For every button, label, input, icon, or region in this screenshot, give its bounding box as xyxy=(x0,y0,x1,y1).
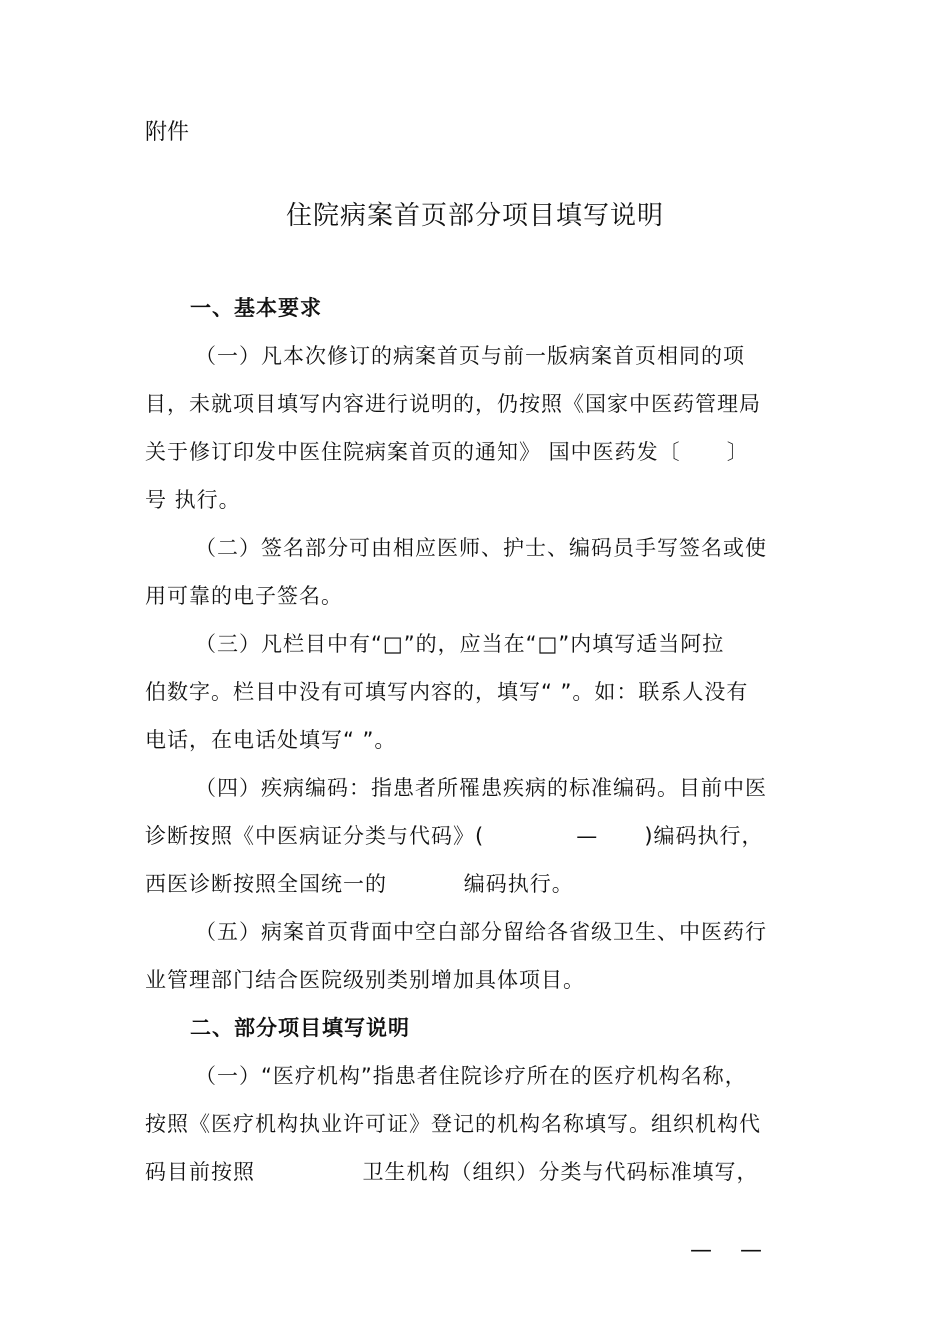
section-heading-basic-requirements: 一、基本要求 xyxy=(190,296,322,320)
paragraph-line: （一）凡本次修订的病案首页与前一版病案首页相同的项 xyxy=(195,344,745,368)
paragraph-line: 用可靠的电子签名。 xyxy=(145,584,343,608)
paragraph-line: （二）签名部分可由相应医师、护士、编码员手写签名或使 xyxy=(195,536,767,560)
paragraph-line: 按照《医疗机构执业许可证》登记的机构名称填写。组织机构代 xyxy=(145,1112,761,1136)
paragraph-line: 业管理部门结合医院级别类别增加具体项目。 xyxy=(145,968,585,992)
paragraph-line: 目，未就项目填写内容进行说明的，仍按照《国家中医药管理局 xyxy=(145,392,761,416)
attachment-label: 附件 xyxy=(145,120,190,145)
section-heading-item-instructions: 二、部分项目填写说明 xyxy=(190,1016,410,1040)
paragraph-line: （五）病案首页背面中空白部分留给各省级卫生、中医药行 xyxy=(195,920,767,944)
paragraph-line: 西医诊断按照全国统一的 编码执行。 xyxy=(145,872,574,896)
paragraph-line: 诊断按照《中医病证分类与代码》( — )编码执行， xyxy=(145,824,764,848)
page-footer: — — xyxy=(690,1238,762,1263)
paragraph-line: （四）疾病编码：指患者所罹患疾病的标准编码。目前中医 xyxy=(195,776,767,800)
document-title: 住院病案首页部分项目填写说明 xyxy=(285,201,664,231)
paragraph-line: 号 执行。 xyxy=(145,488,241,512)
paragraph-line: （一）“医疗机构”指患者住院诊疗所在的医疗机构名称， xyxy=(195,1064,747,1088)
paragraph-line: 关于修订印发中医住院病案首页的通知》 国中医药发〔 〕 xyxy=(145,440,749,464)
paragraph-line: 码目前按照 卫生机构（组织）分类与代码标准填写， xyxy=(145,1160,759,1184)
paragraph-line: （三）凡栏目中有“□”的，应当在“□”内填写适当阿拉 xyxy=(195,632,725,656)
paragraph-line: 电话，在电话处填写“ ”。 xyxy=(145,728,397,752)
paragraph-line: 伯数字。栏目中没有可填写内容的，填写“ ”。如：联系人没有 xyxy=(145,680,749,704)
